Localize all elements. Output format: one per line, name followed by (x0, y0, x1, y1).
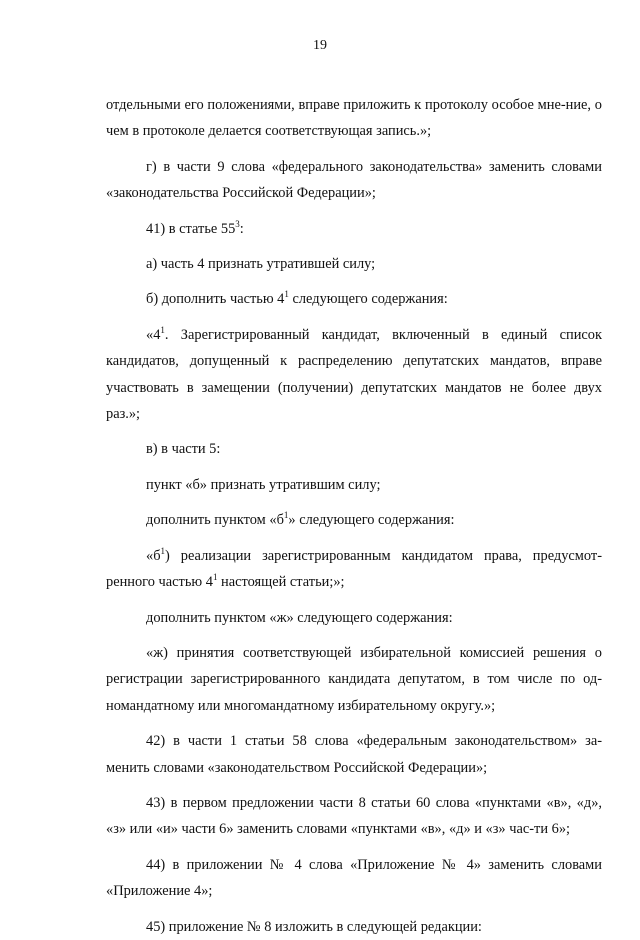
text-run: 41) в статье 55 (146, 220, 236, 237)
text-run: г) в части 9 слова «федерального законодательства» заменить словами «законодательства Российской Федерации»; (106, 158, 602, 202)
paragraph (106, 286, 602, 312)
text-run: в) в части 5: (146, 441, 221, 458)
superscript: 1 (212, 572, 218, 583)
text-run: 43) в первом предложении части 8 статьи 60 слова «пунктами «в», «д», «з» или «и» части 6» заменить словами «пунктами «в», «д» и «з» час-ти 6»; (106, 794, 602, 838)
paragraph (106, 472, 602, 498)
text-run: ) реализации зарегистрированным кандидатом права, предусмот-ренного частью 4 (106, 547, 602, 591)
superscript: 1 (284, 289, 289, 300)
paragraph (106, 852, 602, 905)
text-run: а) часть 4 признать утратившей силу; (146, 256, 376, 273)
text-run: б) дополнить частью 4 (146, 291, 285, 308)
paragraph (106, 507, 602, 533)
text-run: 45) приложение № 8 изложить в следующей редакции: (146, 918, 482, 935)
superscript: 3 (235, 218, 240, 229)
paragraph (106, 605, 602, 631)
page-number: 19 (313, 38, 327, 53)
text-run: дополнить пунктом «ж» следующего содержания: (146, 609, 453, 626)
text-run: отдельными его положениями, вправе приложить к протоколу особое мне-ние, о чем в протоколе делается соответствующая запись.»; (106, 97, 602, 140)
paragraph (106, 216, 602, 242)
text-run: «4 (146, 326, 161, 343)
paragraph (106, 914, 602, 940)
paragraph (106, 92, 602, 145)
paragraph (106, 322, 602, 428)
paragraph (106, 728, 602, 781)
text-run: 42) в части 1 статьи 58 слова «федеральным законодательством» за-менить словами «законодательством Российской Федерации»; (106, 733, 602, 776)
text-run: следующего содержания: (288, 291, 448, 308)
text-run: дополнить пунктом «б (146, 512, 284, 529)
paragraph (106, 543, 602, 596)
paragraph (106, 251, 602, 277)
paragraph (106, 154, 602, 207)
text-run: 44) в приложении № 4 слова «Приложение № 4» заменить словами «Приложение 4»; (106, 856, 602, 900)
paragraph (106, 640, 602, 719)
document-body (106, 92, 602, 940)
text-run: : (239, 220, 244, 237)
superscript: 1 (283, 510, 289, 521)
paragraph (106, 436, 602, 462)
text-run: «б (146, 547, 161, 564)
text-run: . Зарегистрированный кандидат, включенный в единый список кандидатов, допущенный к распределению депутатских мандатов, вправе участвовать в замещении (получении) депутатских мандатов не более двух раз.»; (106, 326, 602, 423)
text-run: пункт «б» признать утратившим силу; (146, 476, 381, 493)
superscript: 1 (160, 545, 166, 556)
text-run: «ж) принятия соответствующей избирательной комиссией решения о регистрации зарегистрированного кандидата депутатом, в том числе по од-номандатному или многомандатному избирательному округу.»; (106, 644, 602, 714)
text-run: » следующего содержания: (288, 512, 455, 529)
paragraph (106, 790, 602, 843)
superscript: 1 (160, 324, 165, 335)
text-run: настоящей статьи;»; (217, 574, 345, 591)
